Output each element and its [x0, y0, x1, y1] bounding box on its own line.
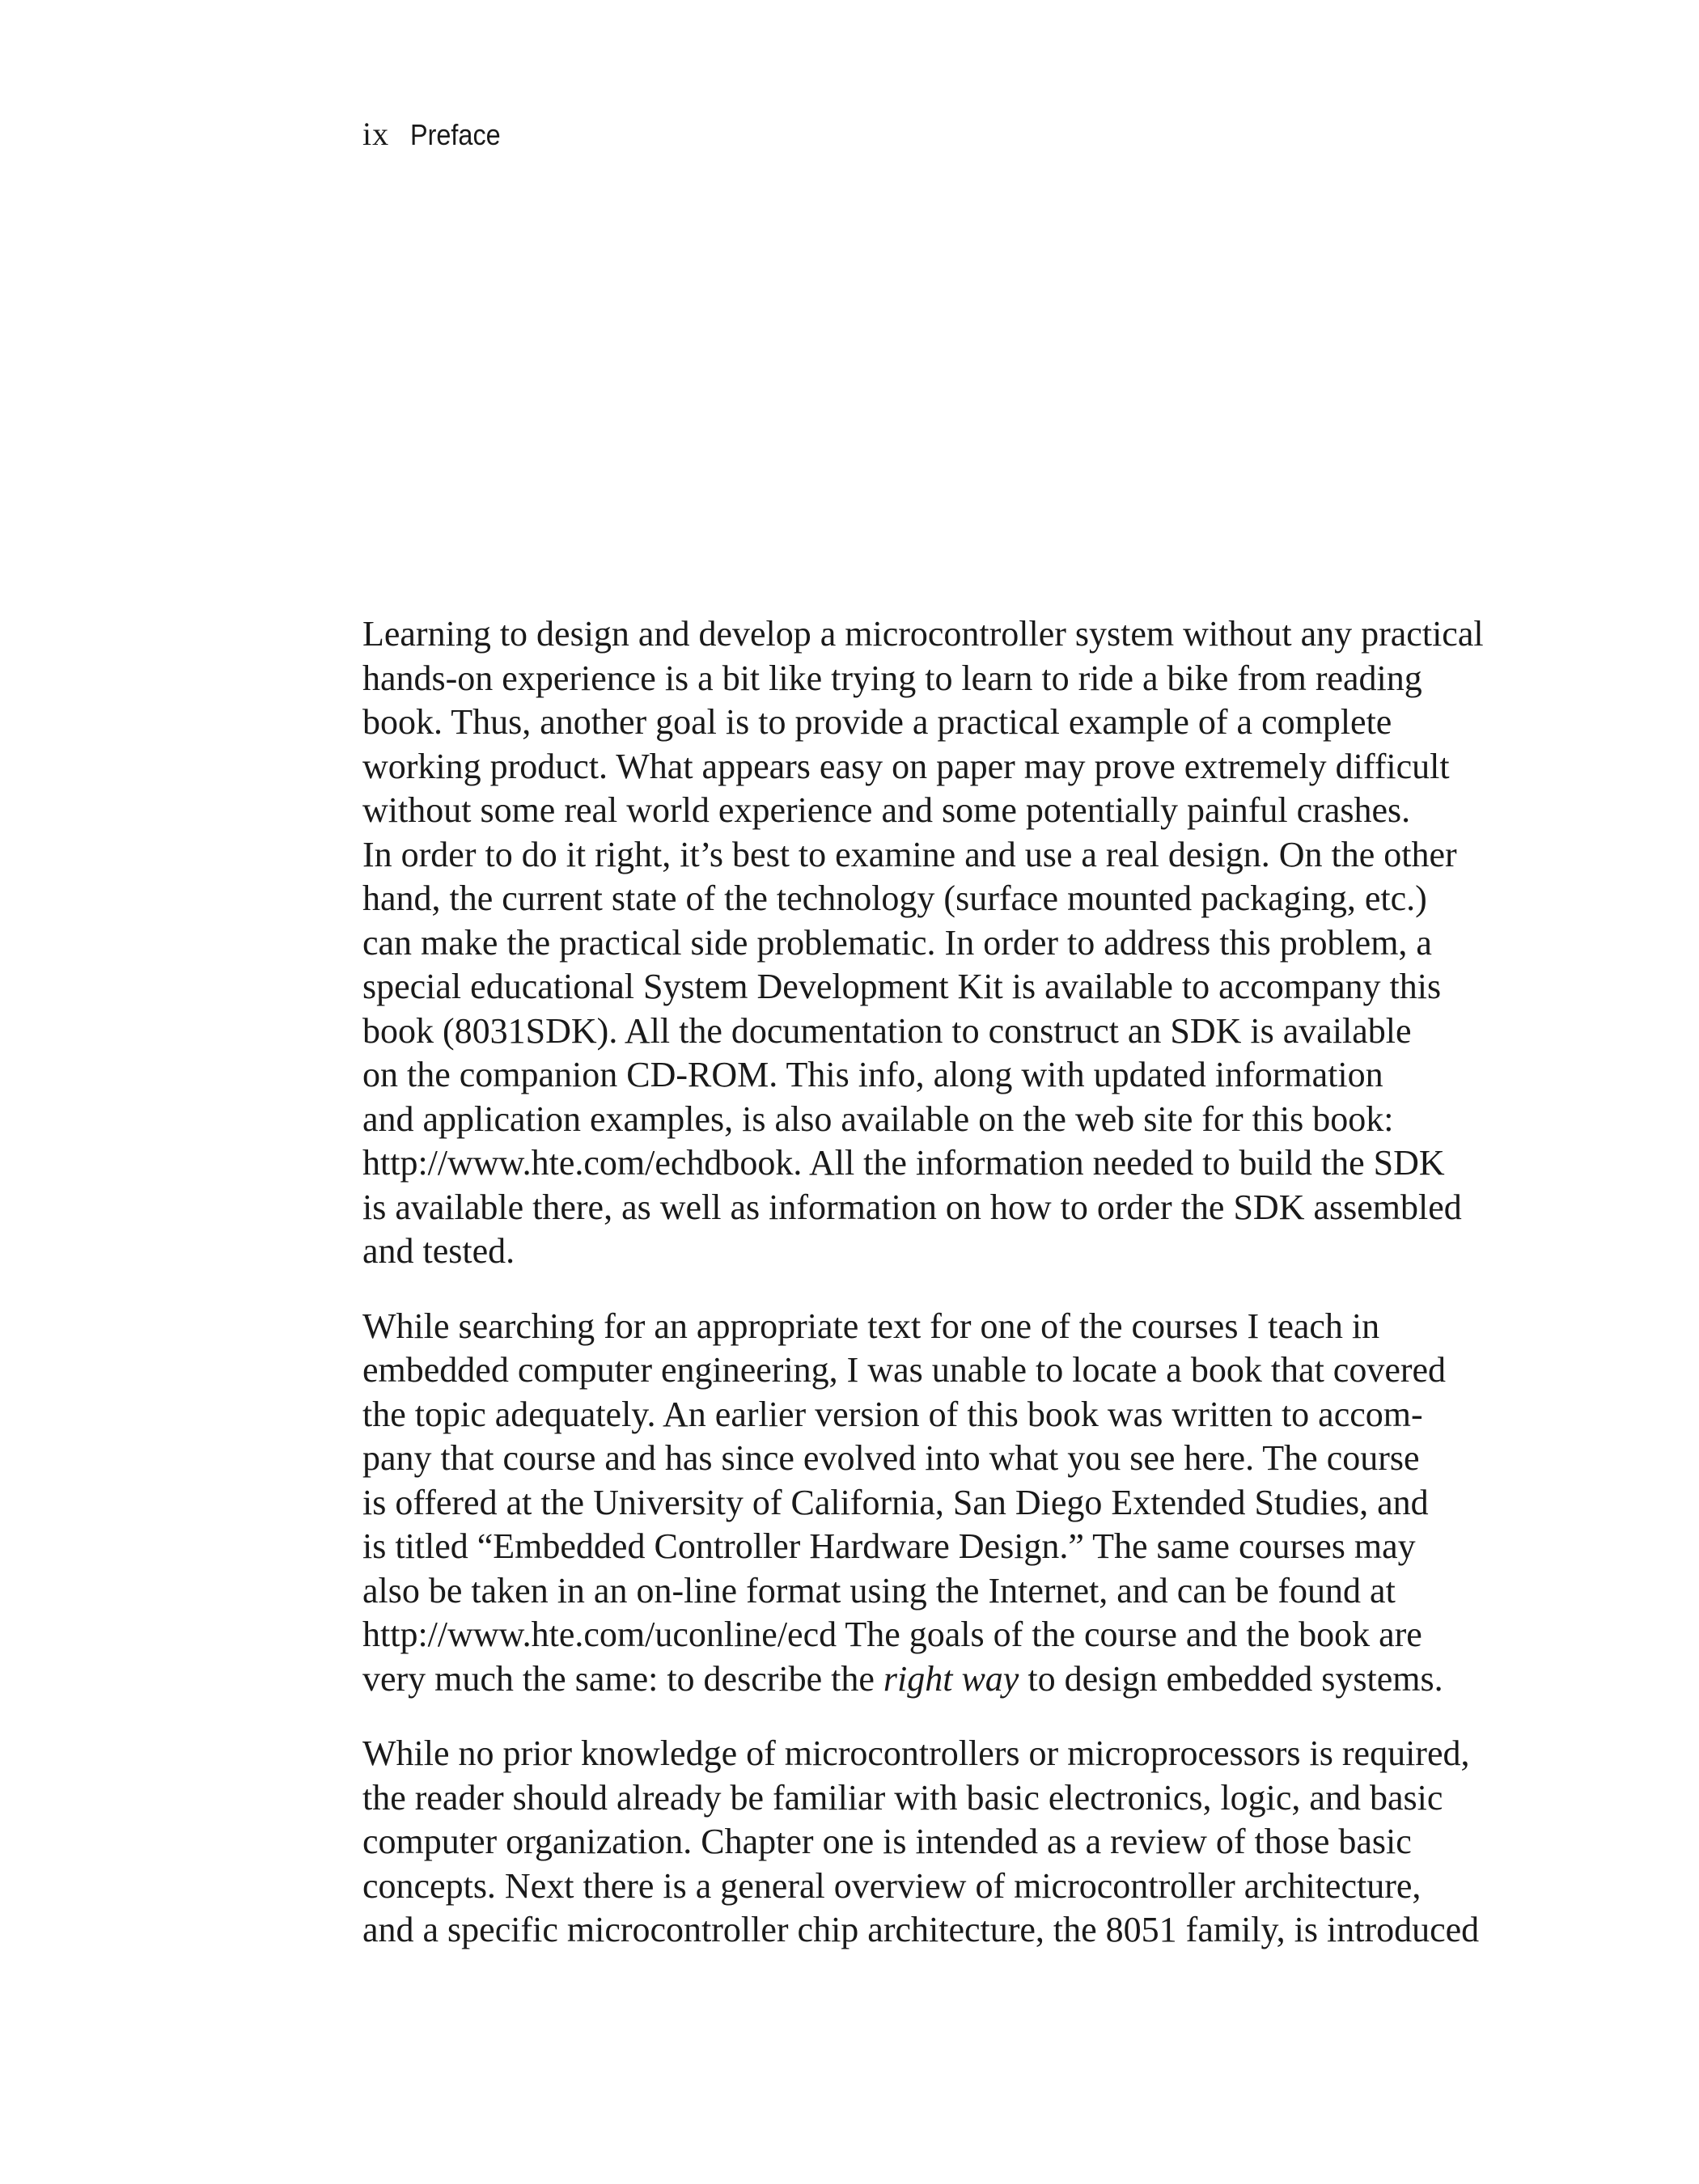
paragraph-2	[362, 1305, 1519, 1702]
text-line: working product. What appears easy on paper may prove extremely difficult	[362, 746, 1450, 786]
text-line-url: http://www.hte.com/echdbook. All the information needed to build the SDK	[362, 1143, 1445, 1183]
text-line: and application examples, is also available on the web site for this book:	[362, 1098, 1394, 1139]
section-title: Preface	[410, 118, 501, 151]
text-line-emphasis	[362, 1657, 1519, 1702]
text-line: without some real world experience and some potentially painful crashes.	[362, 790, 1411, 830]
paragraph-3	[362, 1732, 1519, 1953]
page-number: ix	[362, 116, 390, 152]
emphasis-right-way: right way	[883, 1658, 1019, 1699]
text-line: also be taken in an on-line format using the Internet, and can be found at	[362, 1570, 1396, 1610]
text-line: computer organization. Chapter one is intended as a review of those basic	[362, 1822, 1412, 1861]
text-line: embedded computer engineering, I was unable to locate a book that covered	[362, 1350, 1447, 1390]
text-line: the reader should already be familiar with basic electronics, logic, and basic	[362, 1777, 1443, 1818]
running-head	[362, 115, 511, 153]
text-line: While searching for an appropriate text for one of the courses I teach in	[362, 1306, 1380, 1346]
text-line: is available there, as well as information on how to order the SDK assembled	[362, 1187, 1462, 1227]
text-line: is offered at the University of California, San Diego Extended Studies, and	[362, 1482, 1429, 1522]
text-line: In order to do it right, it’s best to examine and use a real design. On the other	[362, 834, 1457, 874]
text-line: and tested.	[362, 1231, 515, 1271]
text-line: the topic adequately. An earlier version of this book was written to accom-	[362, 1394, 1423, 1434]
paragraph-1	[362, 612, 1519, 1274]
text-line: book. Thus, another goal is to provide a practical example of a complete	[362, 702, 1392, 742]
text-line: hand, the current state of the technology (surface mounted packaging, etc.)	[362, 878, 1427, 918]
text-line: hands-on experience is a bit like trying to learn to ride a bike from reading	[362, 658, 1422, 698]
text-line: While no prior knowledge of microcontrollers or microprocessors is required,	[362, 1733, 1470, 1773]
text-line: on the companion CD-ROM. This info, along with updated information	[362, 1055, 1383, 1094]
text-line: and a specific microcontroller chip architecture, the 8051 family, is introduced	[362, 1910, 1480, 1949]
text-before-emphasis: very much the same: to describe the	[362, 1658, 883, 1699]
text-line: concepts. Next there is a general overview of microcontroller architecture,	[362, 1865, 1421, 1906]
text-line-url: http://www.hte.com/uconline/ecd The goals of the course and the book are	[362, 1615, 1422, 1654]
text-line: Learning to design and develop a microcontroller system without any practical	[362, 614, 1484, 654]
text-after-emphasis: to design embedded systems.	[1019, 1658, 1443, 1699]
body-text	[362, 612, 1519, 1983]
text-line: book (8031SDK). All the documentation to construct an SDK is available	[362, 1010, 1412, 1051]
text-line: can make the practical side problematic. In order to address this problem, a	[362, 922, 1432, 963]
text-line: pany that course and has since evolved into what you see here. The course	[362, 1438, 1420, 1478]
text-line: is titled “Embedded Controller Hardware Design.” The same courses may	[362, 1526, 1416, 1566]
text-line: special educational System Development Kit is available to accompany this	[362, 967, 1442, 1006]
